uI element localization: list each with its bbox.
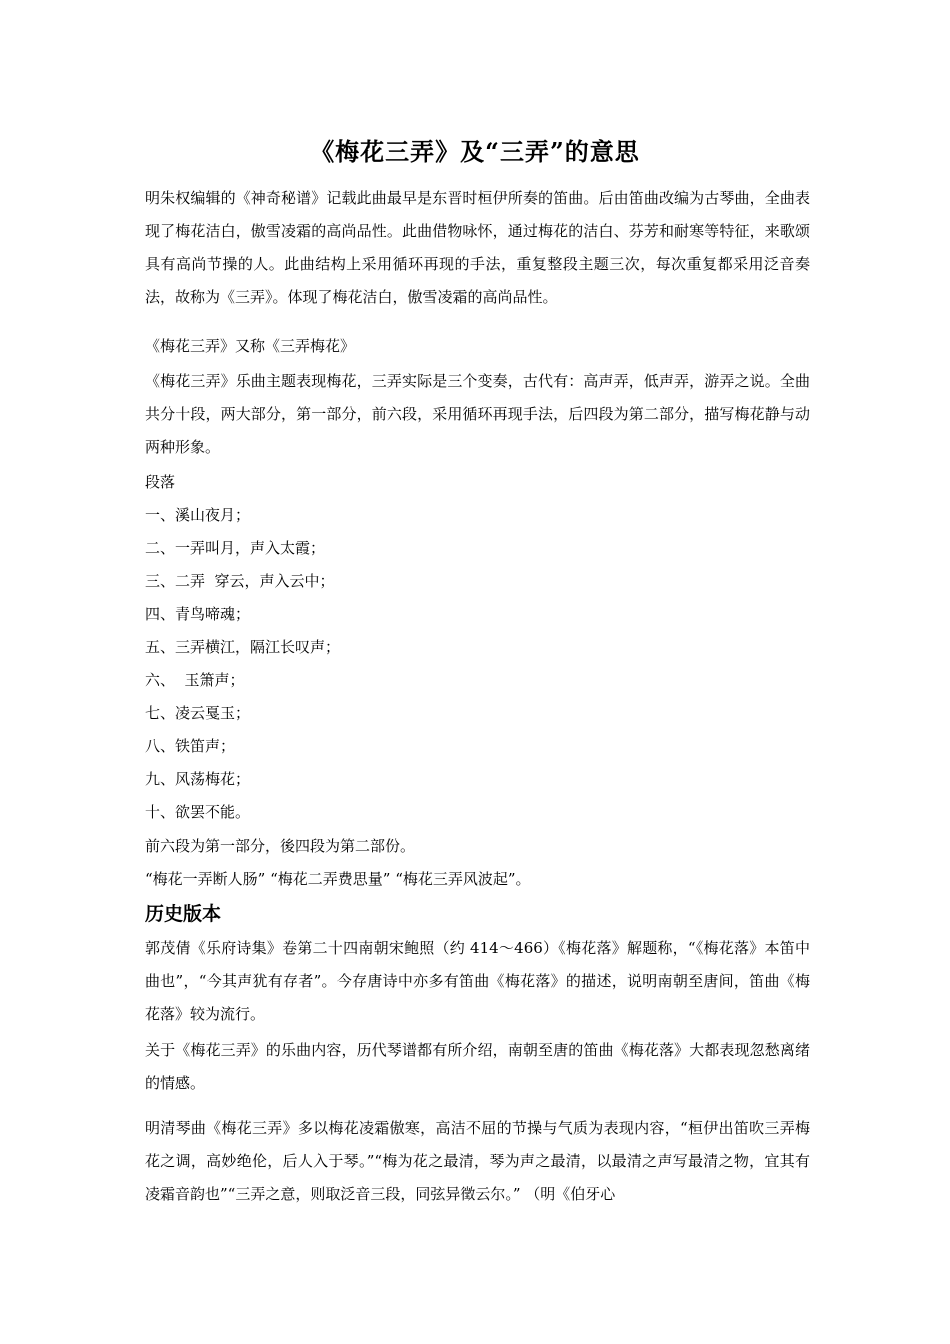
list-item: 四、青鸟啼魂； bbox=[145, 605, 251, 623]
list-item: 二、一弄叫月，声入太霞； bbox=[145, 539, 326, 557]
theme-paragraph: 《梅花三弄》乐曲主题表现梅花，三弄实际是三个变奏，古代有：高声弄，低声弄，游弄之说。全曲共分十段，两大部分，第一部分，前六段，采用循环再现手法，后四段为第二部分，描写梅花静与动两种形象。 bbox=[145, 372, 810, 456]
sections-label: 段落 bbox=[145, 473, 176, 491]
sections-list bbox=[145, 499, 810, 829]
history-paragraph-3: 明清琴曲《梅花三弄》多以梅花凌霜傲寒，高洁不屈的节操与气质为表现内容，“桓伊出笛吹三弄梅花之调，高妙绝伦，后人入于琴。”“梅为花之最清，琴为声之最清，以最清之声写最清之物，宜其有凌霜音韵也”“三弄之意，则取泛音三段，同弦异徵云尔。” （明《伯牙心 bbox=[145, 1119, 810, 1203]
alias-line: 《梅花三弄》又称《三弄梅花》 bbox=[145, 337, 356, 355]
list-item: 一、溪山夜月； bbox=[145, 506, 251, 524]
list-item: 六、 玉箫声； bbox=[145, 671, 245, 689]
quotes-line: “梅花一弄断人肠” “梅花二弄费思量” “梅花三弄风波起”。 bbox=[145, 870, 531, 888]
history-paragraph-1: 郭茂倩《乐府诗集》卷第二十四南朝宋鲍照（约 414～466）《梅花落》解题称，“《梅花落》本笛中曲也”，“今其声犹有存者”。今存唐诗中亦多有笛曲《梅花落》的描述，说明南朝至唐间，笛曲《梅花落》较为流行。 bbox=[145, 939, 810, 1023]
list-item: 十、欲罢不能。 bbox=[145, 803, 251, 821]
list-item: 八、铁笛声； bbox=[145, 737, 236, 755]
list-item: 七、凌云戛玉； bbox=[145, 704, 251, 722]
parts-note: 前六段为第一部分，後四段为第二部份。 bbox=[145, 837, 416, 855]
history-paragraph-2: 关于《梅花三弄》的乐曲内容，历代琴谱都有所介绍，南朝至唐的笛曲《梅花落》大都表现忽愁离绪的情感。 bbox=[145, 1041, 810, 1092]
list-item: 三、二弄 穿云，声入云中； bbox=[145, 572, 335, 590]
page-title: 《梅花三弄》及“三弄”的意思 bbox=[310, 137, 640, 166]
intro-paragraph: 明朱权编辑的《神奇秘谱》记载此曲最早是东晋时桓伊所奏的笛曲。后由笛曲改编为古琴曲，全曲表现了梅花洁白，傲雪凌霜的高尚品性。此曲借物咏怀，通过梅花的洁白、芬芳和耐寒等特征，来歌颂具有高尚节操的人。此曲结构上采用循环再现的手法，重复整段主题三次，每次重复都采用泛音奏法，故称为《三弄》。体现了梅花洁白，傲雪凌霜的高尚品性。 bbox=[145, 189, 810, 306]
history-heading: 历史版本 bbox=[145, 903, 222, 925]
list-item: 九、风荡梅花； bbox=[145, 770, 251, 788]
list-item: 五、三弄横江，隔江长叹声； bbox=[145, 638, 341, 656]
